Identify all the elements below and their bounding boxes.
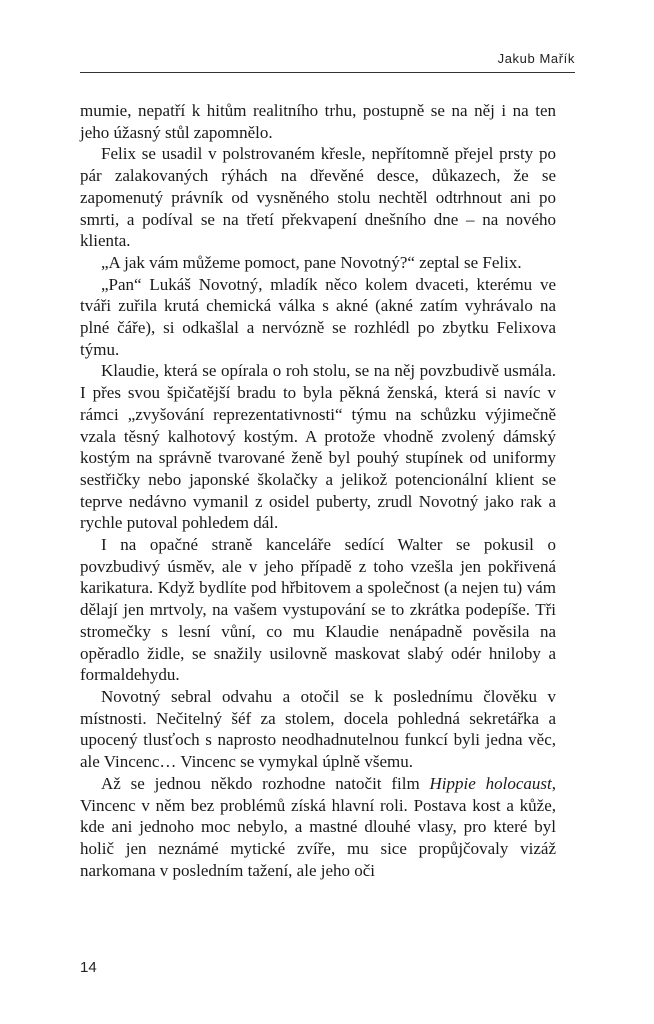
paragraph-text: „Pan“ Lukáš Novotný, mladík něco kolem dvaceti, kterému ve tváři zuřila krutá chemická válka s akné (akné zatím vyhrávalo na plné čáře), si odkašlal a nervózně se rozhlédl po zbytku Felixova týmu. <box>80 274 556 359</box>
paragraph-4 <box>80 274 556 361</box>
paragraph-3 <box>80 252 556 274</box>
author-name: Jakub Mařík <box>497 51 575 66</box>
paragraph-text: „A jak vám můžeme pomoct, pane Novotný?“ zeptal se Felix. <box>101 252 522 272</box>
film-title: Hippie holocaust <box>429 773 552 793</box>
paragraph-2 <box>80 143 556 252</box>
header-rule <box>80 72 575 73</box>
page-number: 14 <box>80 959 97 976</box>
paragraph-1 <box>80 100 556 143</box>
body-text <box>80 100 556 881</box>
paragraph-5 <box>80 360 556 534</box>
paragraph-text: Až se jednou někdo rozhodne natočit film <box>101 773 430 793</box>
paragraph-text: , Vincenc v něm bez problémů získá hlavní roli. Postava kost a kůže, kde ani jednoho moc nebylo, a mastné dlouhé vlasy, pro které byl holič jen neznámé mytické zvíře, mu sice propůjčovaly vizáž narkomana v posledním tažení, ale jeho oči <box>80 773 556 880</box>
paragraph-6 <box>80 534 556 686</box>
paragraph-text: Novotný sebral odvahu a otočil se k poslednímu člověku v místnosti. Nečitelný šéf za stolem, docela pohledná sekretářka a upocený tlusťoch s naprosto neodhadnutelnou funkcí byli jedna věc, ale Vincenc… Vincenc se vymykal úplně všemu. <box>80 686 556 772</box>
paragraph-7 <box>80 686 556 773</box>
paragraph-text: mumie, nepatří k hitům realitního trhu, postupně se na něj i na ten jeho úžasný stůl zapomnělo. <box>80 101 556 142</box>
paragraph-text: Klaudie, která se opírala o roh stolu, se na něj povzbudivě usmála. I přes svou špičatější bradu to byla pěkná ženská, která si navíc v rámci „zvyšování reprezentativnosti“ týmu na schůzku výjimečně vzala těsný kalhotový kostým. A protože vhodně zvolený dámský kostým na správně tvarované ženě byl pouhý stupínek od uniformy sestřičky nebo japonské školačky a jelikož potencionální klient se teprve nedávno vymanil z osidel puberty, zrudl Novotný jako rak a rychle putoval pohledem dál. <box>80 361 556 533</box>
paragraph-text: I na opačné straně kanceláře sedící Walter se pokusil o povzbudivý úsměv, ale v jeho případě z toho vzešla jen pokřivená karikatura. Když bydlíte pod hřbitovem a společnost (a nejen tu) vám dělají jen mrtvoly, na vašem vystupování se to zkrátka podepíše. Tři stromečky s lesní vůní, co mu Klaudie nenápadně pověsila na opěradlo židle, se snažily usilovně maskovat slabý odér hniloby a formaldehydu. <box>80 535 556 685</box>
paragraph-8 <box>80 773 556 882</box>
running-header <box>80 44 575 74</box>
paragraph-text: Felix se usadil v polstrovaném křesle, nepřítomně přejel prsty po pár zalakovaných rýhách na dřevěné desce, důkazech, že se zapomenutý právník od vysněného stolu nechtěl odtrhnout ani po smrti, a podíval se na třetí překvapení dnešního dne – na nového klienta. <box>80 144 556 251</box>
